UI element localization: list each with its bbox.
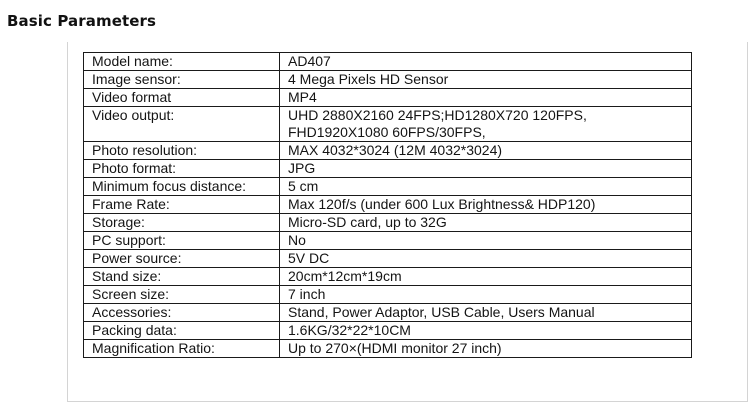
table-row: [84, 89, 692, 107]
table-row: [84, 107, 692, 142]
parameter-label: Photo resolution:: [84, 142, 280, 160]
table-row: [84, 160, 692, 178]
parameter-label: Photo format:: [84, 160, 280, 178]
table-row: [84, 232, 692, 250]
parameter-label: Storage:: [84, 214, 280, 232]
table-row: [84, 286, 692, 304]
table-row: [84, 322, 692, 340]
parameter-value-line: MAX 4032*3024 (12M 4032*3024): [288, 142, 503, 158]
parameter-value: [280, 89, 692, 107]
parameter-value-line: UHD 2880X2160 24FPS;HD1280X720 120FPS,: [288, 107, 587, 123]
table-row: [84, 268, 692, 286]
parameter-value: [280, 304, 692, 322]
parameter-label: Packing data:: [84, 322, 280, 340]
parameter-label: Screen size:: [84, 286, 280, 304]
parameter-label: Video format: [84, 89, 280, 107]
table-row: [84, 71, 692, 89]
parameter-value-line: 1.6KG/32*22*10CM: [288, 322, 411, 338]
parameter-value-line: Stand, Power Adaptor, USB Cable, Users Manual: [288, 304, 595, 320]
section-title: Basic Parameters: [7, 12, 157, 30]
parameter-value-line: 5 cm: [288, 178, 319, 194]
parameter-label: Frame Rate:: [84, 196, 280, 214]
parameter-value-line: Micro-SD card, up to 32G: [288, 214, 447, 230]
table-row: [84, 196, 692, 214]
parameter-label: Magnification Ratio:: [84, 340, 280, 358]
parameter-value: [280, 250, 692, 268]
parameter-value-line: Max 120f/s (under 600 Lux Brightness& HDP120): [288, 196, 596, 212]
table-row: [84, 178, 692, 196]
parameter-value-line: No: [288, 232, 306, 248]
table-row: [84, 214, 692, 232]
parameter-label: Minimum focus distance:: [84, 178, 280, 196]
parameters-table-body: [84, 53, 692, 358]
parameter-label: Video output:: [84, 107, 280, 142]
parameter-label: PC support:: [84, 232, 280, 250]
table-row: [84, 142, 692, 160]
parameter-value: [280, 160, 692, 178]
parameter-value-line: 7 inch: [288, 286, 326, 302]
parameter-value-line: 4 Mega Pixels HD Sensor: [288, 71, 449, 87]
parameter-value: [280, 268, 692, 286]
parameter-value: [280, 196, 692, 214]
parameter-value: [280, 53, 692, 71]
parameter-value: [280, 286, 692, 304]
parameters-table: [83, 52, 692, 358]
parameter-label: Power source:: [84, 250, 280, 268]
parameter-value: [280, 214, 692, 232]
table-row: [84, 250, 692, 268]
parameter-value: [280, 232, 692, 250]
parameter-value: [280, 178, 692, 196]
parameter-value: [280, 142, 692, 160]
parameter-value-line: AD407: [288, 53, 331, 69]
parameter-value-line: 20cm*12cm*19cm: [288, 268, 402, 284]
table-row: [84, 53, 692, 71]
parameter-value-line: 5V DC: [288, 250, 330, 266]
parameter-value-line: FHD1920X1080 60FPS/30FPS,: [288, 124, 486, 140]
parameter-value: [280, 107, 692, 142]
parameter-label: Image sensor:: [84, 71, 280, 89]
parameter-label: Stand size:: [84, 268, 280, 286]
parameter-label: Accessories:: [84, 304, 280, 322]
parameter-label: Model name:: [84, 53, 280, 71]
parameter-value-line: Up to 270×(HDMI monitor 27 inch): [288, 340, 502, 356]
parameter-value: [280, 71, 692, 89]
parameter-value-line: MP4: [288, 89, 317, 105]
table-row: [84, 340, 692, 358]
table-row: [84, 304, 692, 322]
parameter-value: [280, 322, 692, 340]
parameter-value-line: JPG: [288, 160, 316, 176]
parameter-value: [280, 340, 692, 358]
